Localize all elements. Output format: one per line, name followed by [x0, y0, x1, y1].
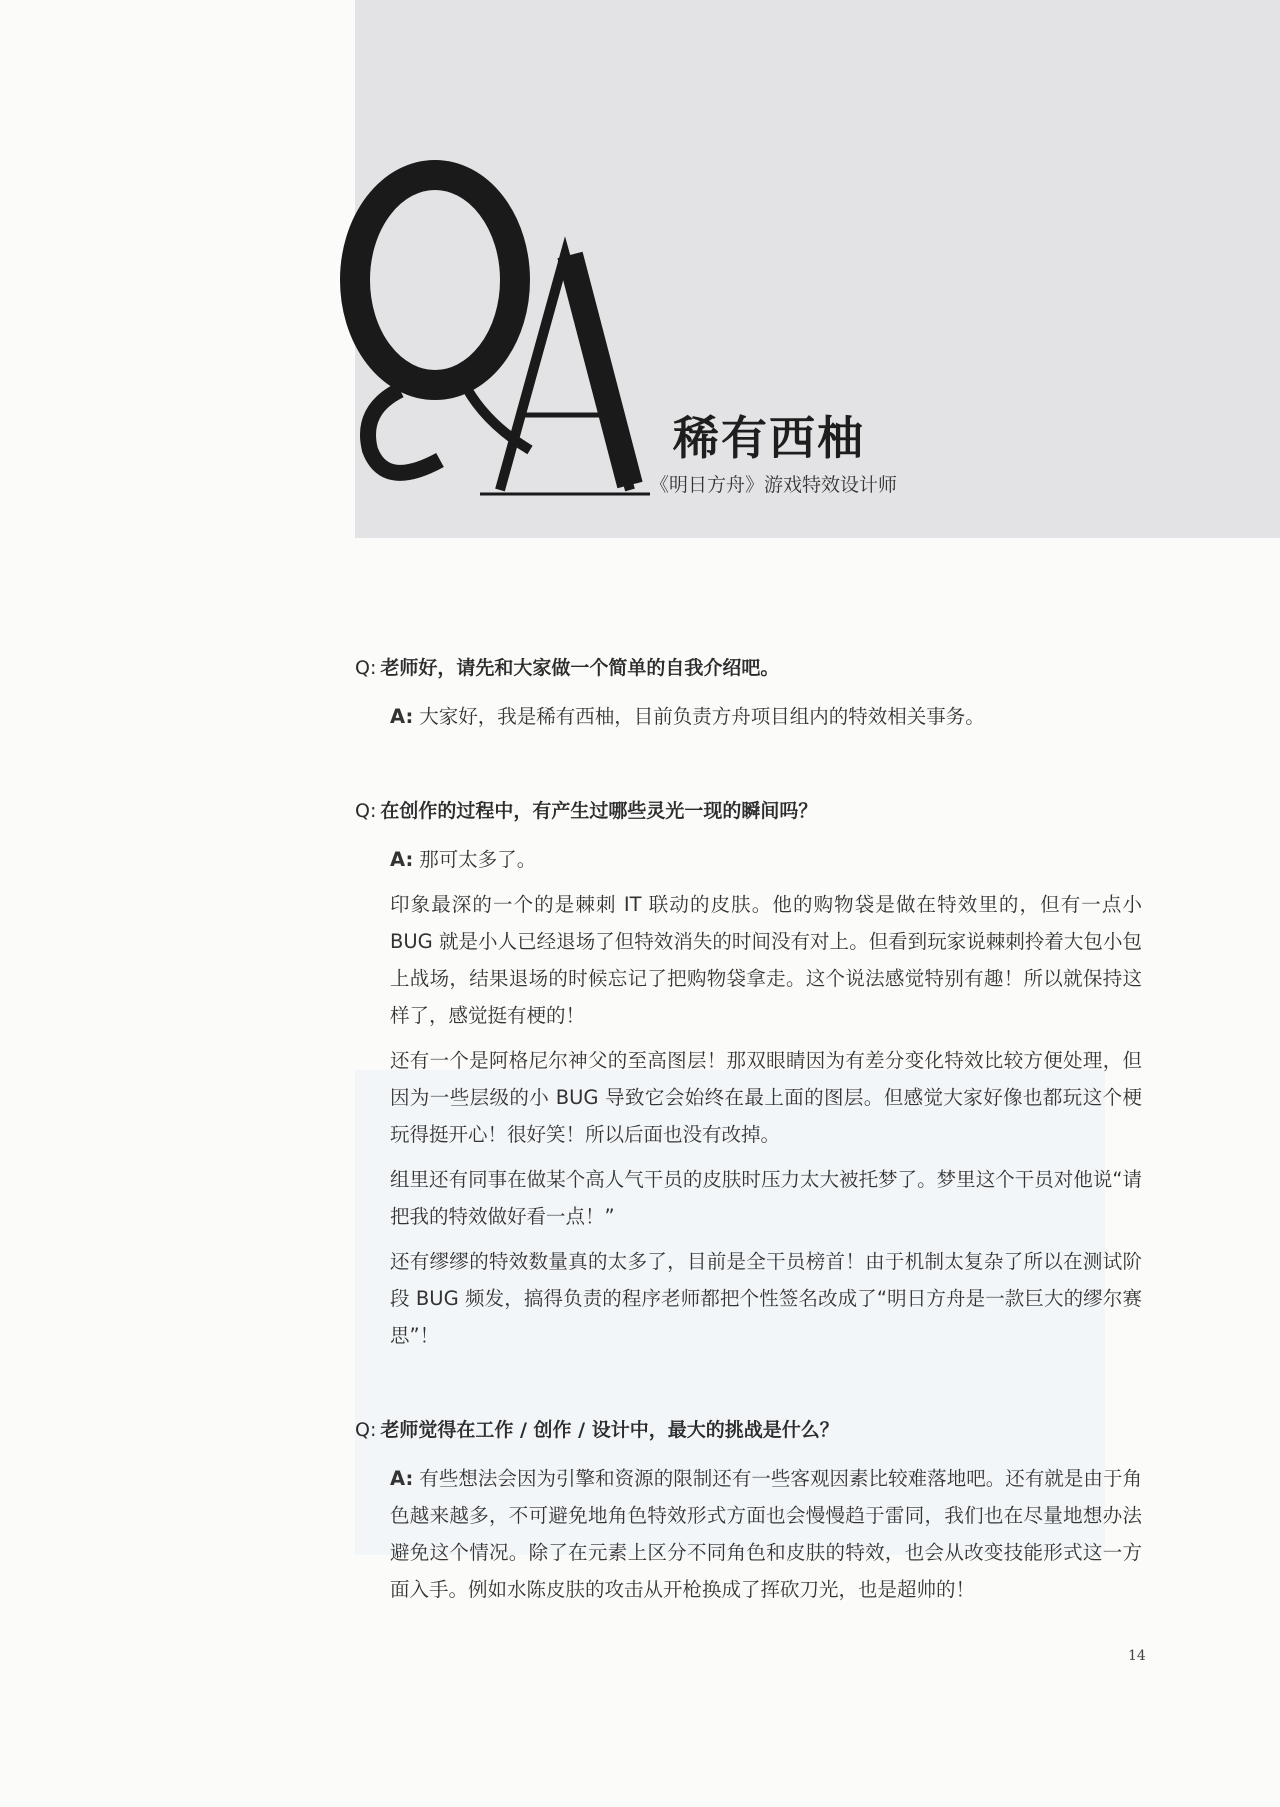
answer-text: 那可太多了。: [419, 848, 537, 871]
a-label: A:: [390, 705, 414, 728]
answer-paragraph: 还有一个是阿格尼尔神父的至高图层！那双眼睛因为有差分变化特效比较方便处理，但因为一些层级的小 BUG 导致它会始终在最上面的图层。但感觉大家好像也都玩这个梗玩得挺开心！很好笑！所以后面也没有改掉。: [390, 1049, 1142, 1146]
question: [355, 650, 1145, 686]
answer-paragraph: 还有缪缪的特效数量真的太多了，目前是全干员榜首！由于机制太复杂了所以在测试阶段 BUG 频发，搞得负责的程序老师都把个性签名改成了“明日方舟是一款巨大的缪尔赛思”！: [390, 1250, 1142, 1347]
answer: [390, 841, 1142, 1354]
answer-paragraph: [390, 698, 1142, 735]
answer: [390, 1460, 1142, 1608]
answer-paragraph: 组里还有同事在做某个高人气干员的皮肤时压力太大被托梦了。梦里这个干员对他说“请把我的特效做好看一点！”: [390, 1168, 1142, 1228]
answer-text: 有些想法会因为引擎和资源的限制还有一些客观因素比较难落地吧。还有就是由于角色越来越多，不可避免地角色特效形式方面也会慢慢趋于雷同，我们也在尽量地想办法避免这个情况。除了在元素上区分不同角色和皮肤的特效，也会从改变技能形式这一方面入手。例如水陈皮肤的攻击从开枪换成了挥砍刀光，也是超帅的！: [390, 1467, 1142, 1601]
question-text: 老师好，请先和大家做一个简单的自我介绍吧。: [380, 657, 780, 679]
qa-block-1: [355, 650, 1145, 735]
a-label: A:: [390, 1467, 414, 1490]
q-label: Q:: [355, 800, 377, 822]
answer-paragraph: [390, 841, 1142, 878]
answer: [390, 698, 1142, 735]
qa-logo: [330, 160, 650, 500]
interviewee-name: 稀有西柚: [673, 411, 865, 465]
a-label: A:: [390, 848, 414, 871]
interviewee-title: 《明日方舟》游戏特效设计师: [650, 474, 898, 496]
question: [355, 793, 1145, 829]
qa-logo-graphic: [330, 160, 650, 500]
qa-content: [355, 650, 1145, 1666]
qa-block-3: [355, 1412, 1145, 1608]
answer-paragraph: 印象最深的一个的是棘刺 IT 联动的皮肤。他的购物袋是做在特效里的，但有一点小 BUG 就是小人已经退场了但特效消失的时间没有对上。但看到玩家说棘刺拎着大包小包上战场，结果退场的时候忘记了把购物袋拿走。这个说法感觉特别有趣！所以就保持这样了，感觉挺有梗的！: [390, 893, 1142, 1027]
answer-text: 大家好，我是稀有西柚，目前负责方舟项目组内的特效相关事务。: [419, 705, 985, 728]
qa-block-2: [355, 793, 1145, 1354]
q-label: Q:: [355, 657, 377, 679]
question: [355, 1412, 1145, 1448]
question-text: 在创作的过程中，有产生过哪些灵光一现的瞬间吗？: [380, 800, 818, 822]
q-label: Q:: [355, 1419, 377, 1441]
question-text: 老师觉得在工作 / 创作 / 设计中，最大的挑战是什么？: [380, 1419, 839, 1441]
page-number: 14: [1128, 1648, 1146, 1664]
answer-paragraph: [390, 1460, 1142, 1608]
